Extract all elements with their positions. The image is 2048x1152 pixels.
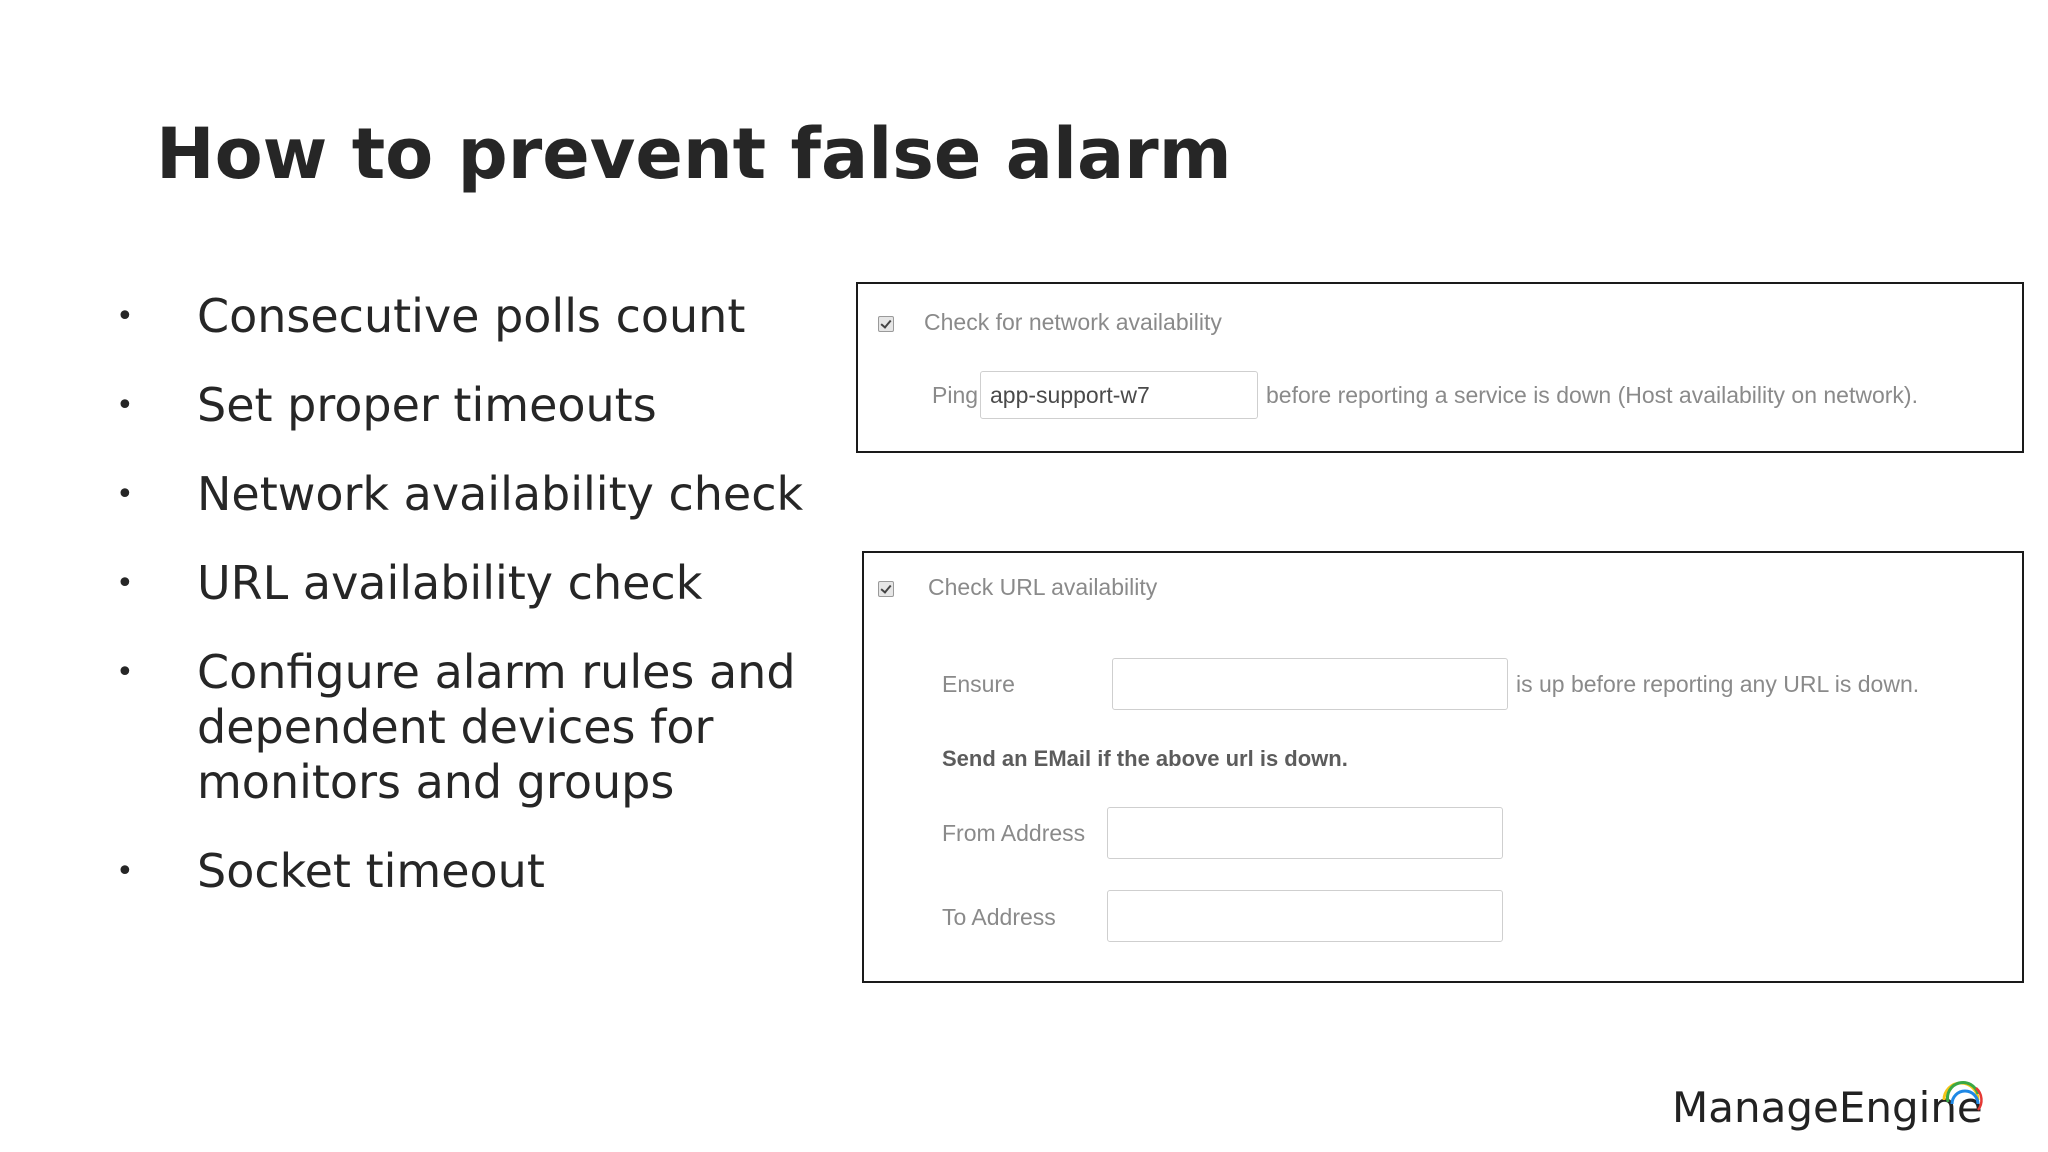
bullet-marker: • xyxy=(116,388,134,423)
bullet-text: Configure alarm rules and dependent devices for monitors and groups xyxy=(197,645,796,809)
url-availability-checkbox[interactable] xyxy=(878,581,894,597)
to-address-input[interactable] xyxy=(1107,890,1503,942)
bullet-marker: • xyxy=(116,477,134,512)
from-address-label: From Address xyxy=(942,820,1086,846)
manageengine-logo xyxy=(1672,1076,1992,1136)
logo-arc-icon xyxy=(1938,1076,1984,1122)
ping-host-input[interactable]: app-support-w7 xyxy=(980,371,1258,419)
bullet-text: Consecutive polls count xyxy=(197,289,746,343)
bullet-marker: • xyxy=(116,299,134,334)
email-section-heading: Send an EMail if the above url is down. xyxy=(942,746,1348,771)
ensure-label: Ensure xyxy=(942,671,1015,697)
network-availability-checkbox[interactable] xyxy=(878,316,894,332)
ping-suffix-text: before reporting a service is down (Host availability on network). xyxy=(1266,382,1918,408)
network-availability-panel xyxy=(856,282,2024,453)
slide-title: How to prevent false alarm xyxy=(156,113,1232,195)
ensure-url-input[interactable] xyxy=(1112,658,1508,710)
ensure-suffix-text: is up before reporting any URL is down. xyxy=(1516,671,1920,697)
bullet-text: Socket timeout xyxy=(197,844,545,898)
bullet-marker: • xyxy=(116,854,134,889)
from-address-input[interactable] xyxy=(1107,807,1503,859)
url-availability-label: Check URL availability xyxy=(928,574,1158,600)
bullet-marker: • xyxy=(116,566,134,601)
ping-label: Ping xyxy=(932,382,979,408)
bullet-text: Set proper timeouts xyxy=(197,378,657,432)
logo-arc-blue xyxy=(1952,1091,1978,1104)
url-availability-panel xyxy=(862,551,2024,983)
network-availability-label: Check for network availability xyxy=(924,309,1222,335)
bullet-text: Network availability check xyxy=(197,467,804,521)
bullet-text: URL availability check xyxy=(197,556,703,610)
logo-text: ManageEngine xyxy=(1672,1083,1983,1132)
to-address-label: To Address xyxy=(942,904,1056,930)
bullet-marker: • xyxy=(116,655,134,690)
